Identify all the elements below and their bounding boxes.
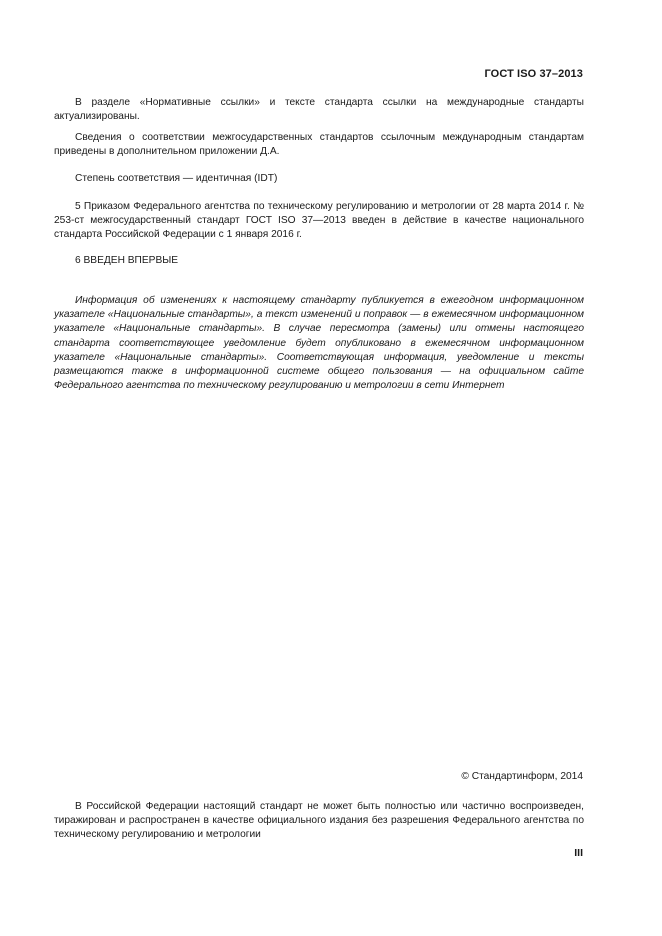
correspondence-text: Сведения о соответствии межгосударственных стандартов ссылочным международным стандартам приведены в дополнительном приложении Д.А. xyxy=(54,132,584,158)
page-number: III xyxy=(574,847,583,859)
references-paragraph xyxy=(54,96,584,124)
reproduction-text: В Российской Федерации настоящий стандарт не может быть полностью или частично воспроизведен, тиражирован и распространен в качестве официального издания без разрешения Федерального агентства по техническому регулированию и метрологии xyxy=(54,801,584,841)
order-text: 5 Приказом Федерального агентства по техническому регулированию и метрологии от 28 марта 2014 г. № 253-ст межгосударственный стандарт ГОСТ ISO 37—2013 введен в действие в качестве национального стандарта Российской Федерации с 1 января 2016 г. xyxy=(54,201,584,241)
references-text: В разделе «Нормативные ссылки» и тексте стандарта ссылки на международные стандарты актуализированы. xyxy=(54,97,584,123)
introduced-paragraph xyxy=(54,254,584,268)
degree-paragraph xyxy=(54,172,584,186)
introduced-text: 6 ВВЕДЕН ВПЕРВЫЕ xyxy=(75,255,179,266)
degree-text: Степень соответствия — идентичная (IDT) xyxy=(75,173,278,184)
changes-info-text: Информация об изменениях к настоящему стандарту публикуется в ежегодном информационном указателе «Национальные стандарты», а текст изменений и поправок — в ежемесячном информационном указателе «Национальные стандарты». В случае пересмотра (замены) или отмены настоящего стандарта соответствующее уведомление будет опубликовано в ежемесячном информационном указателе «Национальные стандарты». Соответствующая информация, уведомление и тексты размещаются также в информационной системе общего пользования — на официальном сайте Федерального агентства по техническому регулированию и метрологии в сети Интернет xyxy=(54,295,584,392)
copyright-notice: © Стандартинформ, 2014 xyxy=(461,771,583,782)
standard-code-header: ГОСТ ISO 37–2013 xyxy=(484,68,583,80)
correspondence-paragraph xyxy=(54,131,584,159)
reproduction-paragraph xyxy=(54,800,584,843)
order-paragraph xyxy=(54,200,584,243)
changes-info-paragraph xyxy=(54,294,584,393)
